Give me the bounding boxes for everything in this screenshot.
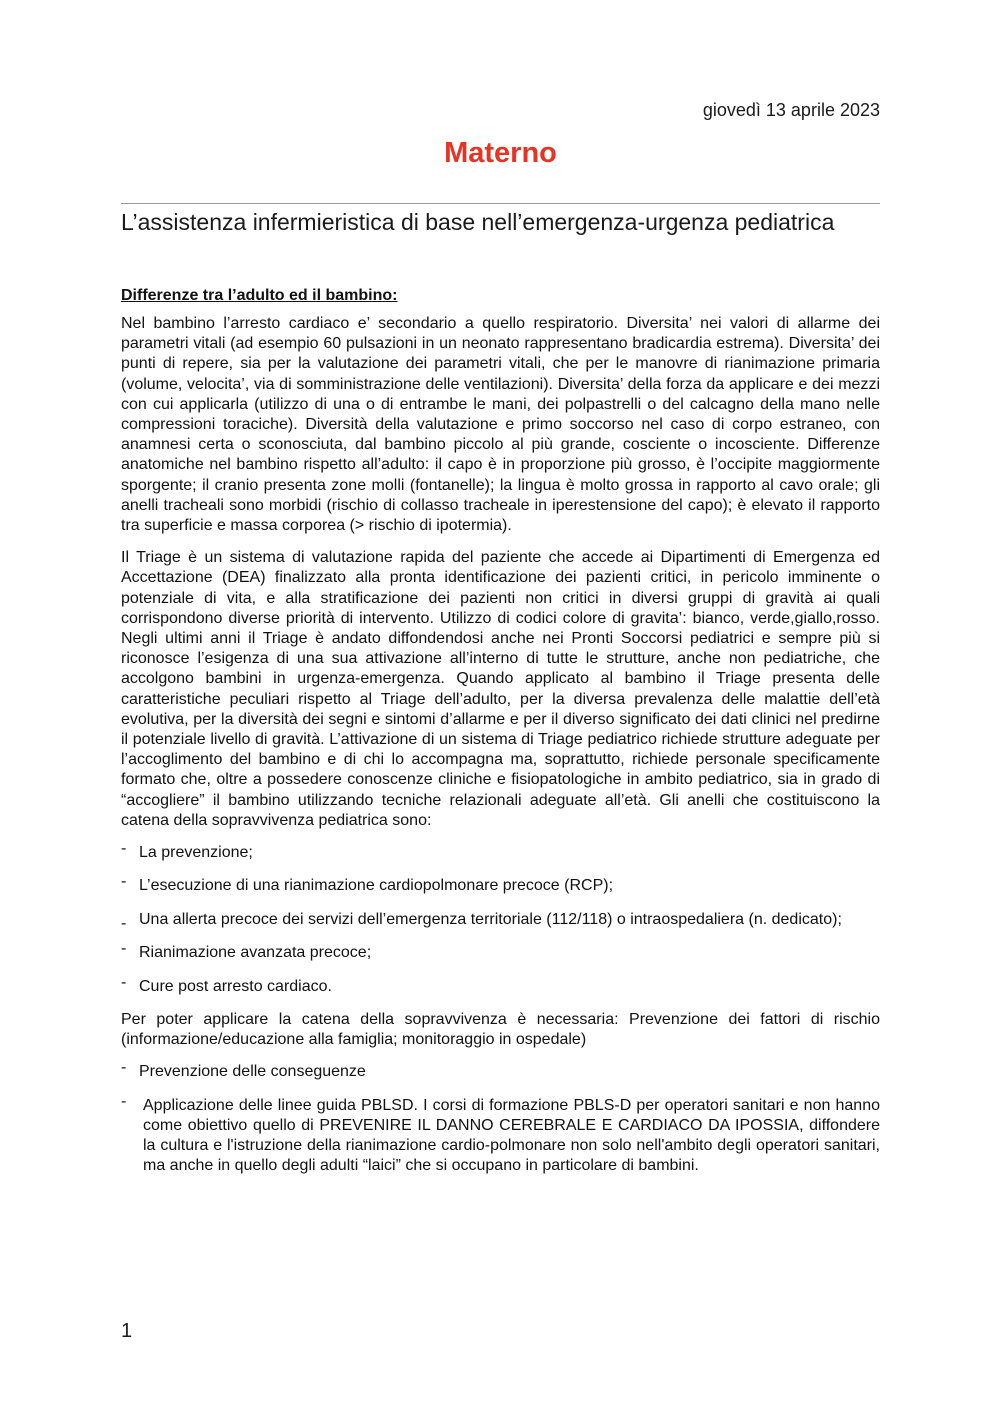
dash-bullet: - xyxy=(121,1059,127,1077)
dash-bullet: - xyxy=(121,915,127,933)
paragraph-differences: Nel bambino l’arresto cardiaco e’ secondario a quello respiratorio. Diversita’ nei valori di allarme dei parametri vitali (ad esempio 60 pulsazioni in un neonato rappresentano bradicardia estrema). Diversita’ dei punti di repere, sia per la valutazione dei parametri vitali, che per le manovre di rianimazione primaria (volume, velocita’, via di somministrazione delle ventilazioni). Diversita’ della forza da applicare e dei mezzi con cui applicarla (utilizzo di una o di entrambe le mani, dei polpastrelli o del calcagno della mano nelle compressioni toraciche). Diversità della valutazione e primo soccorso nel caso di corpo estraneo, con anamnesi certa o sconosciuta, dal bambino piccolo al più grande, cosciente o incosciente. Differenze anatomiche nel bambino rispetto all’adulto: il capo è in proporzione più grosso, è l’occipite maggiormente sporgente; il cranio presenta zone molli (fontanelle); la lingua è molto grossa in rapporto al cavo orale; gli anelli tracheali sono morbidi (rischio di collasso tracheale in iperestensione del capo); è elevato il rapporto tra superficie e massa corporea (> rischio di ipotermia). xyxy=(121,315,880,535)
document-title: Materno xyxy=(444,137,557,169)
prevention-list xyxy=(121,1059,880,1176)
list-item-text: L’esecuzione di una rianimazione cardiopolmonare precoce (RCP); xyxy=(139,877,614,895)
list-item-text: La prevenzione; xyxy=(139,844,253,862)
dash-bullet: - xyxy=(121,973,127,991)
list-item-text: Cure post arresto cardiaco. xyxy=(139,977,332,995)
dash-bullet: - xyxy=(121,1092,127,1110)
document-page xyxy=(121,0,880,1415)
list-item xyxy=(121,1059,880,1082)
list-item xyxy=(121,1092,880,1177)
subheading-differences: Differenze tra l’adulto ed il bambino: xyxy=(121,287,398,304)
dash-bullet: - xyxy=(121,940,127,958)
paragraph-chain-requirements: Per poter applicare la catena della sopravvivenza è necessaria: Prevenzione dei fattori di rischio (informazione/educazione alla famiglia; monitoraggio in ospedale) xyxy=(121,1010,880,1049)
dash-bullet: - xyxy=(121,873,127,891)
list-item xyxy=(121,940,880,963)
page-number: 1 xyxy=(121,1320,133,1342)
title-divider xyxy=(121,203,880,204)
list-item xyxy=(121,840,880,863)
survival-chain-list xyxy=(121,840,880,997)
list-item xyxy=(121,873,880,896)
section-heading: L’assistenza infermieristica di base nell’emergenza-urgenza pediatrica xyxy=(121,209,835,235)
list-item xyxy=(121,901,880,938)
list-item xyxy=(121,973,880,997)
list-item-text: Una allerta precoce dei servizi dell’emergenza territoriale (112/118) o intraospedaliera (n. dedicato); xyxy=(139,911,842,929)
document-body xyxy=(121,287,880,1189)
list-item-text: Prevenzione delle conseguenze xyxy=(139,1063,366,1081)
list-item-text: Rianimazione avanzata precoce; xyxy=(139,944,372,962)
dash-bullet: - xyxy=(121,840,127,858)
page-date: giovedì 13 aprile 2023 xyxy=(702,100,880,120)
paragraph-triage: Il Triage è un sistema di valutazione rapida del paziente che accede ai Dipartimenti di Emergenza ed Accettazione (DEA) finalizzato alla pronta identificazione dei pazienti critici, in pericolo imminente o potenziale di vita, e alla stratificazione dei pazienti non critici in diversi gruppi di gravità ai quali corrispondono diverse priorità di intervento. Utilizzo di codici colore di gravita’: bianco, verde,giallo,rosso. Negli ultimi anni il Triage è andato diffondendosi anche nei Pronti Soccorsi pediatrici e sempre più si riconosce l’esigenza di una sua attivazione all’interno di tutte le strutture, anche non pediatriche, che accolgono bambini in urgenza-emergenza. Quando applicato al bambino il Triage presenta delle caratteristiche peculiari rispetto al Triage dell’adulto, per la diversa prevalenza delle malattie dell’età evolutiva, per la diversità dei segni e sintomi d’allarme e per il diverso significato dei dati clinici nel predirne il potenziale livello di gravità. L’attivazione di un sistema di Triage pediatrico richiede strutture adeguate per l’accoglimento del bambino e di chi lo accompagna ma, soprattutto, richiede personale specificamente formato che, oltre a possedere conoscenze cliniche e fisiopatologiche in ambito pediatrico, sia in grado di “accogliere” il bambino utilizzando tecniche relazionali adeguate all’età. Gli anelli che costituiscono la catena della sopravvivenza pediatrica sono: xyxy=(121,549,880,829)
list-item-text: Applicazione delle linee guida PBLSD. I corsi di formazione PBLS-D per operatori sanitari e non hanno come obiettivo quello di PREVENIRE IL DANNO CEREBRALE E CARDIACO DA IPOSSIA, diffondere la cultura e l'istruzione della rianimazione cardio-polmonare non solo nell'ambito degli operatori sanitari, ma anche in quello degli adulti “laici” che si occupano in particolare di bambini. xyxy=(143,1096,880,1175)
